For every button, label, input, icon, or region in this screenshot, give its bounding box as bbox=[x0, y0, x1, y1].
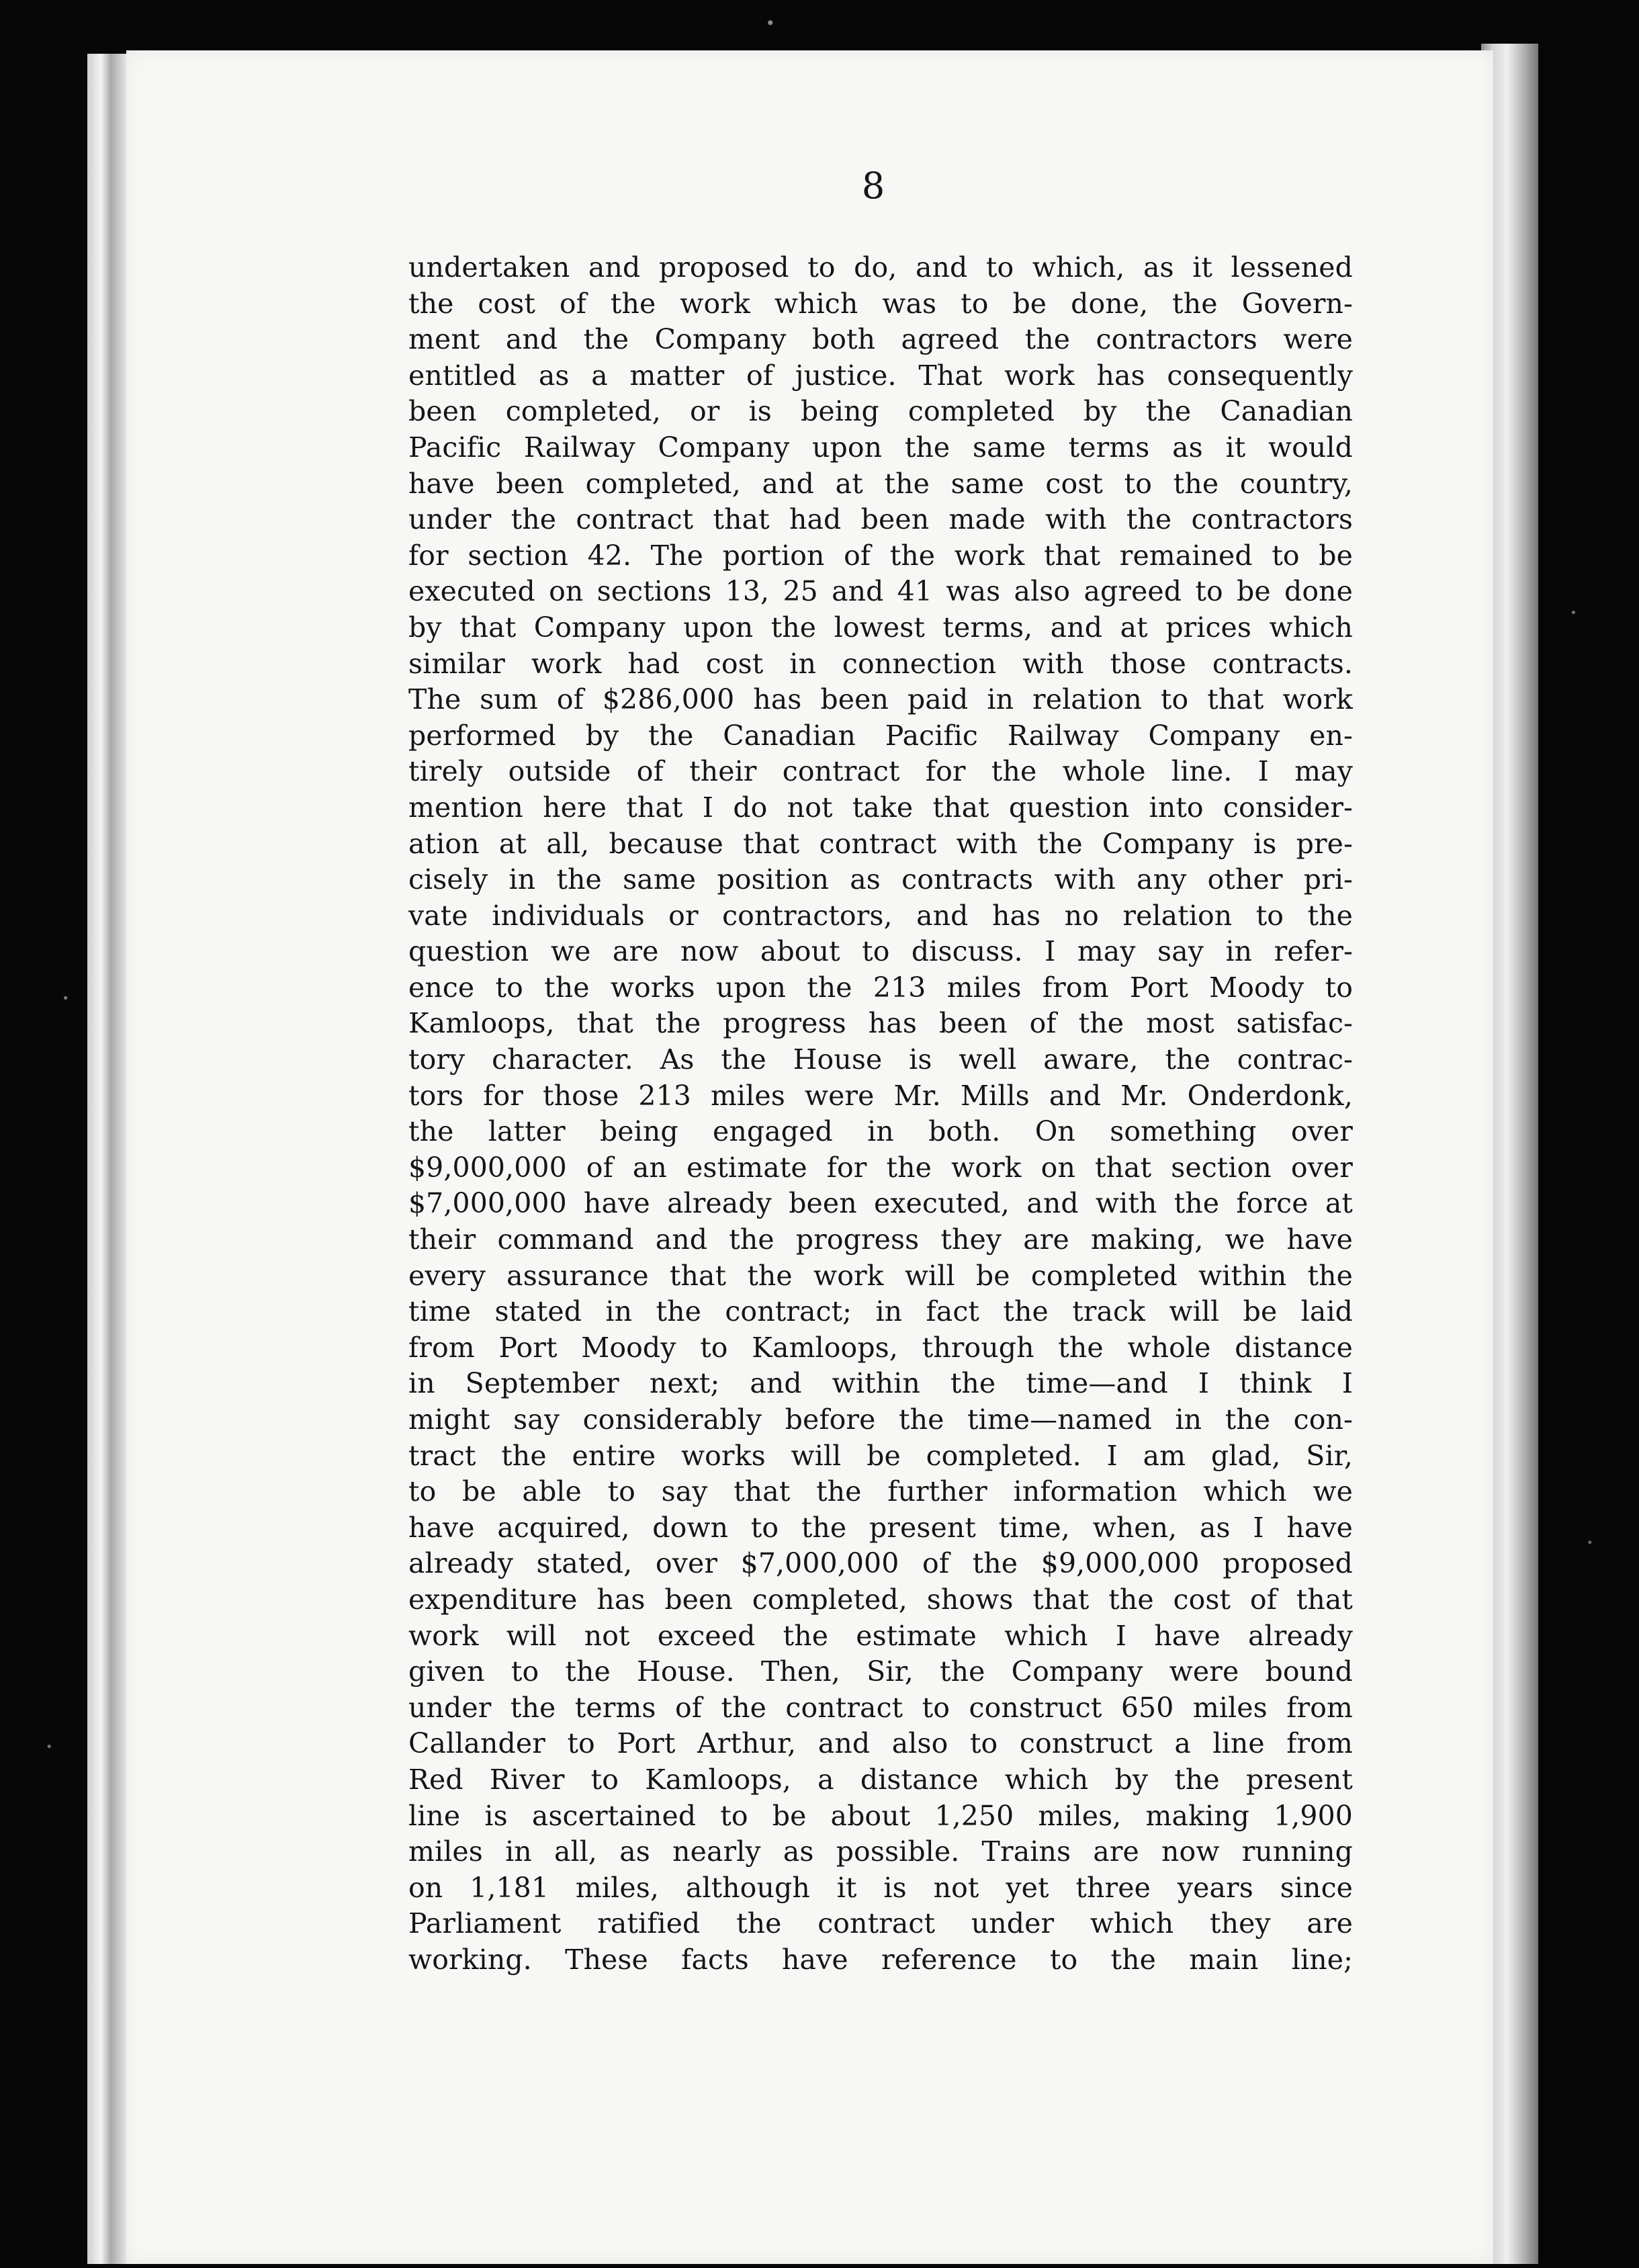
text-line: the latter being engaged in both. On something over bbox=[408, 1115, 1353, 1148]
text-line: expenditure has been completed, shows that the cost of that bbox=[408, 1583, 1353, 1616]
text-line: on 1,181 miles, although it is not yet three years since bbox=[408, 1871, 1353, 1904]
page-left-edge bbox=[87, 54, 126, 2264]
text-line: ence to the works upon the 213 miles from Port Moody to bbox=[408, 971, 1353, 1004]
text-line: question we are now about to discuss. I may say in refer- bbox=[408, 935, 1353, 968]
text-line: Callander to Port Arthur, and also to construct a line from bbox=[408, 1727, 1353, 1760]
text-line: Pacific Railway Company upon the same terms as it would bbox=[408, 431, 1353, 464]
text-line: to be able to say that the further information which we bbox=[408, 1475, 1353, 1508]
text-line: Parliament ratified the contract under which they are bbox=[408, 1907, 1353, 1940]
text-line: vate individuals or contractors, and has no relation to the bbox=[408, 899, 1353, 932]
text-line: line is ascertained to be about 1,250 miles, making 1,900 bbox=[408, 1799, 1353, 1832]
page-body-text bbox=[408, 250, 1353, 1978]
text-line: in September next; and within the time—and I think I bbox=[408, 1367, 1353, 1400]
text-line: $7,000,000 have already been executed, and with the force at bbox=[408, 1187, 1353, 1220]
page-number bbox=[0, 165, 1639, 207]
text-line: working. These facts have reference to the main line; bbox=[408, 1943, 1353, 1976]
text-line: tors for those 213 miles were Mr. Mills and Mr. Onderdonk, bbox=[408, 1079, 1353, 1112]
text-line: performed by the Canadian Pacific Railway Company en- bbox=[408, 719, 1353, 752]
text-line: given to the House. Then, Sir, the Company were bound bbox=[408, 1655, 1353, 1688]
text-line: by that Company upon the lowest terms, and at prices which bbox=[408, 611, 1353, 644]
text-line: their command and the progress they are making, we have bbox=[408, 1223, 1353, 1256]
text-line: have been completed, and at the same cost to the country, bbox=[408, 467, 1353, 500]
text-line: ment and the Company both agreed the contractors were bbox=[408, 323, 1353, 356]
text-line: $9,000,000 of an estimate for the work on that section over bbox=[408, 1151, 1353, 1184]
text-line: time stated in the contract; in fact the track will be laid bbox=[408, 1295, 1353, 1328]
text-line: undertaken and proposed to do, and to which, as it lessened bbox=[408, 251, 1353, 284]
text-line: Kamloops, that the progress has been of the most satisfac- bbox=[408, 1007, 1353, 1040]
text-line: mention here that I do not take that question into consider- bbox=[408, 791, 1353, 824]
text-line: might say considerably before the time—named in the con- bbox=[408, 1403, 1353, 1436]
text-line: under the terms of the contract to construct 650 miles from bbox=[408, 1691, 1353, 1724]
text-line: under the contract that had been made with the contractors bbox=[408, 503, 1353, 536]
text-line: tirely outside of their contract for the whole line. I may bbox=[408, 755, 1353, 788]
text-line: the cost of the work which was to be done, the Govern- bbox=[408, 287, 1353, 320]
page-number-text: 8 bbox=[861, 165, 885, 207]
text-line: similar work had cost in connection with those contracts. bbox=[408, 647, 1353, 680]
text-line: entitled as a matter of justice. That work has consequently bbox=[408, 359, 1353, 392]
text-line: work will not exceed the estimate which I have already bbox=[408, 1619, 1353, 1652]
text-line: have acquired, down to the present time, when, as I have bbox=[408, 1511, 1353, 1544]
text-line: from Port Moody to Kamloops, through the whole distance bbox=[408, 1331, 1353, 1364]
text-line: been completed, or is being completed by the Canadian bbox=[408, 395, 1353, 428]
text-line: ation at all, because that contract with the Company is pre- bbox=[408, 827, 1353, 860]
text-line: tory character. As the House is well aware, the contrac- bbox=[408, 1043, 1353, 1076]
text-line: tract the entire works will be completed. I am glad, Sir, bbox=[408, 1439, 1353, 1472]
text-line: miles in all, as nearly as possible. Trains are now running bbox=[408, 1835, 1353, 1868]
text-line: already stated, over $7,000,000 of the $9,000,000 proposed bbox=[408, 1547, 1353, 1580]
text-line: Red River to Kamloops, a distance which by the present bbox=[408, 1763, 1353, 1796]
text-line: The sum of $286,000 has been paid in relation to that work bbox=[408, 683, 1353, 716]
text-line: cisely in the same position as contracts with any other pri- bbox=[408, 863, 1353, 896]
text-line: every assurance that the work will be completed within the bbox=[408, 1259, 1353, 1292]
text-line: for section 42. The portion of the work that remained to be bbox=[408, 539, 1353, 572]
text-line: executed on sections 13, 25 and 41 was also agreed to be done bbox=[408, 575, 1353, 608]
